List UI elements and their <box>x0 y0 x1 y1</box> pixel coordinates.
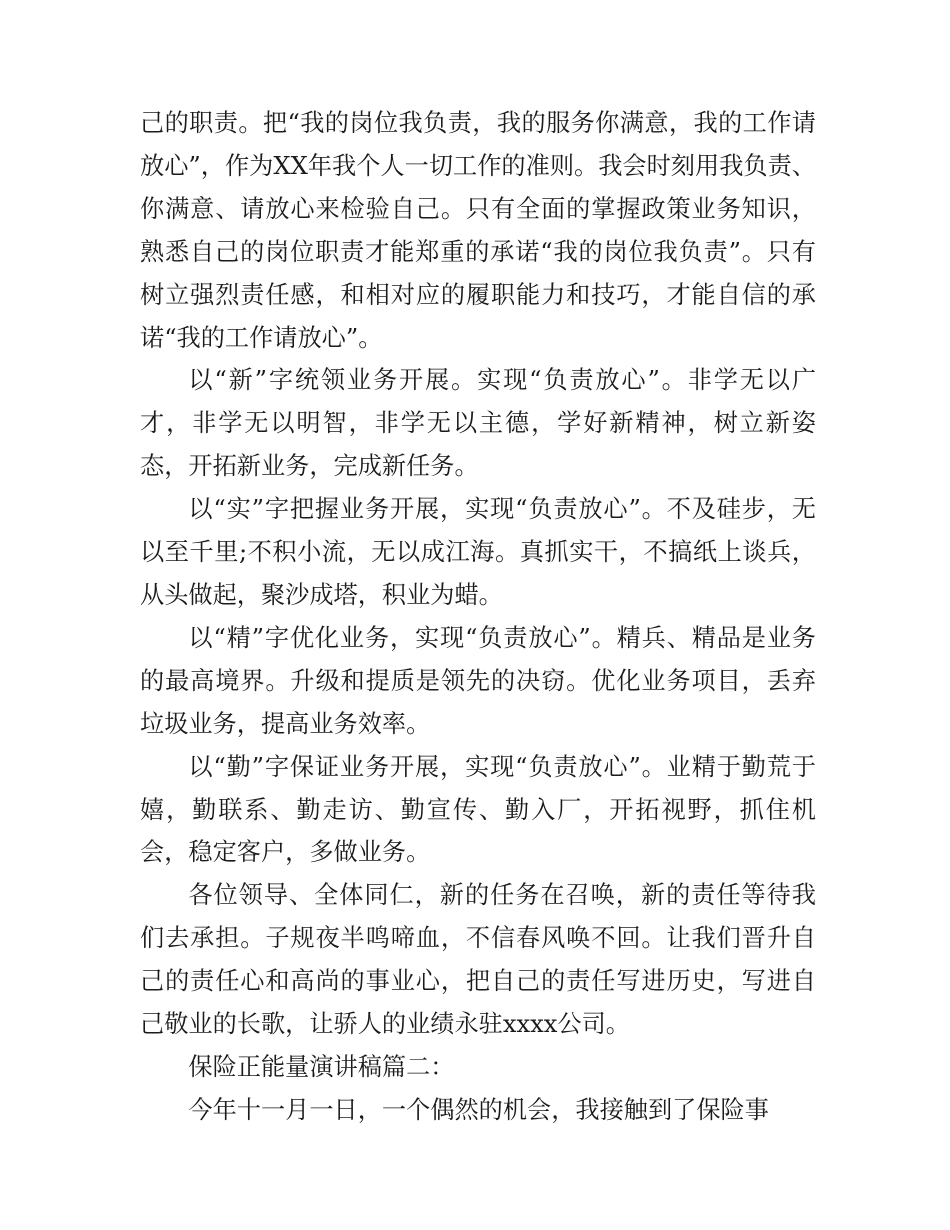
paragraph-shi: 以“实”字把握业务开展，实现“负责放心”。不及硅步，无以至千里;不积小流，无以成江海。真抓实干，不搞纸上谈兵，从头做起，聚沙成塔，积业为蜡。 <box>140 495 816 609</box>
paragraph-continued: 己的职责。把“我的岗位我负责，我的服务你满意，我的工作请放心”，作为XX年我个人一切工作的准则。我会时刻用我负责、你满意、请放心来检验自己。只有全面的掌握政策业务知识，熟悉自己的岗位职责才能郑重的承诺“我的岗位我负责”。只有树立强烈责任感，和相对应的履职能力和技巧，才能自信的承诺“我的工作请放心”。 <box>140 109 816 352</box>
paragraph-section-two-start: 今年十一月一日，一个偶然的机会，我接触到了保险事 <box>188 1095 769 1124</box>
section-heading: 保险正能量演讲稿篇二： <box>188 1052 455 1081</box>
paragraph-jing: 以“精”字优化业务，实现“负责放心”。精兵、精品是业务的最高境界。升级和提质是领先的决窃。优化业务项目，丢弃垃圾业务，提高业务效率。 <box>140 623 816 738</box>
document-body <box>140 102 816 1132</box>
paragraph-qin: 以“勤”字保证业务开展，实现“负责放心”。业精于勤荒于嬉，勤联系、勤走访、勤宣传、勤入厂，开拓视野，抓住机会，稳定客户，多做业务。 <box>140 752 816 867</box>
paragraph-new: 以“新”字统领业务开展。实现“负责放心”。非学无以广才，非学无以明智，非学无以主德，学好新精神，树立新姿态，开拓新业务，完成新任务。 <box>140 366 816 481</box>
paragraph-closing: 各位领导、全体同仁，新的任务在召唤，新的责任等待我们去承担。子规夜半鸣啼血，不信春风唤不回。让我们晋升自己的责任心和高尚的事业心，把自己的责任写进历史，写进自己敬业的长歌，让骄人的业绩永驻xxxx公司。 <box>140 881 816 1039</box>
